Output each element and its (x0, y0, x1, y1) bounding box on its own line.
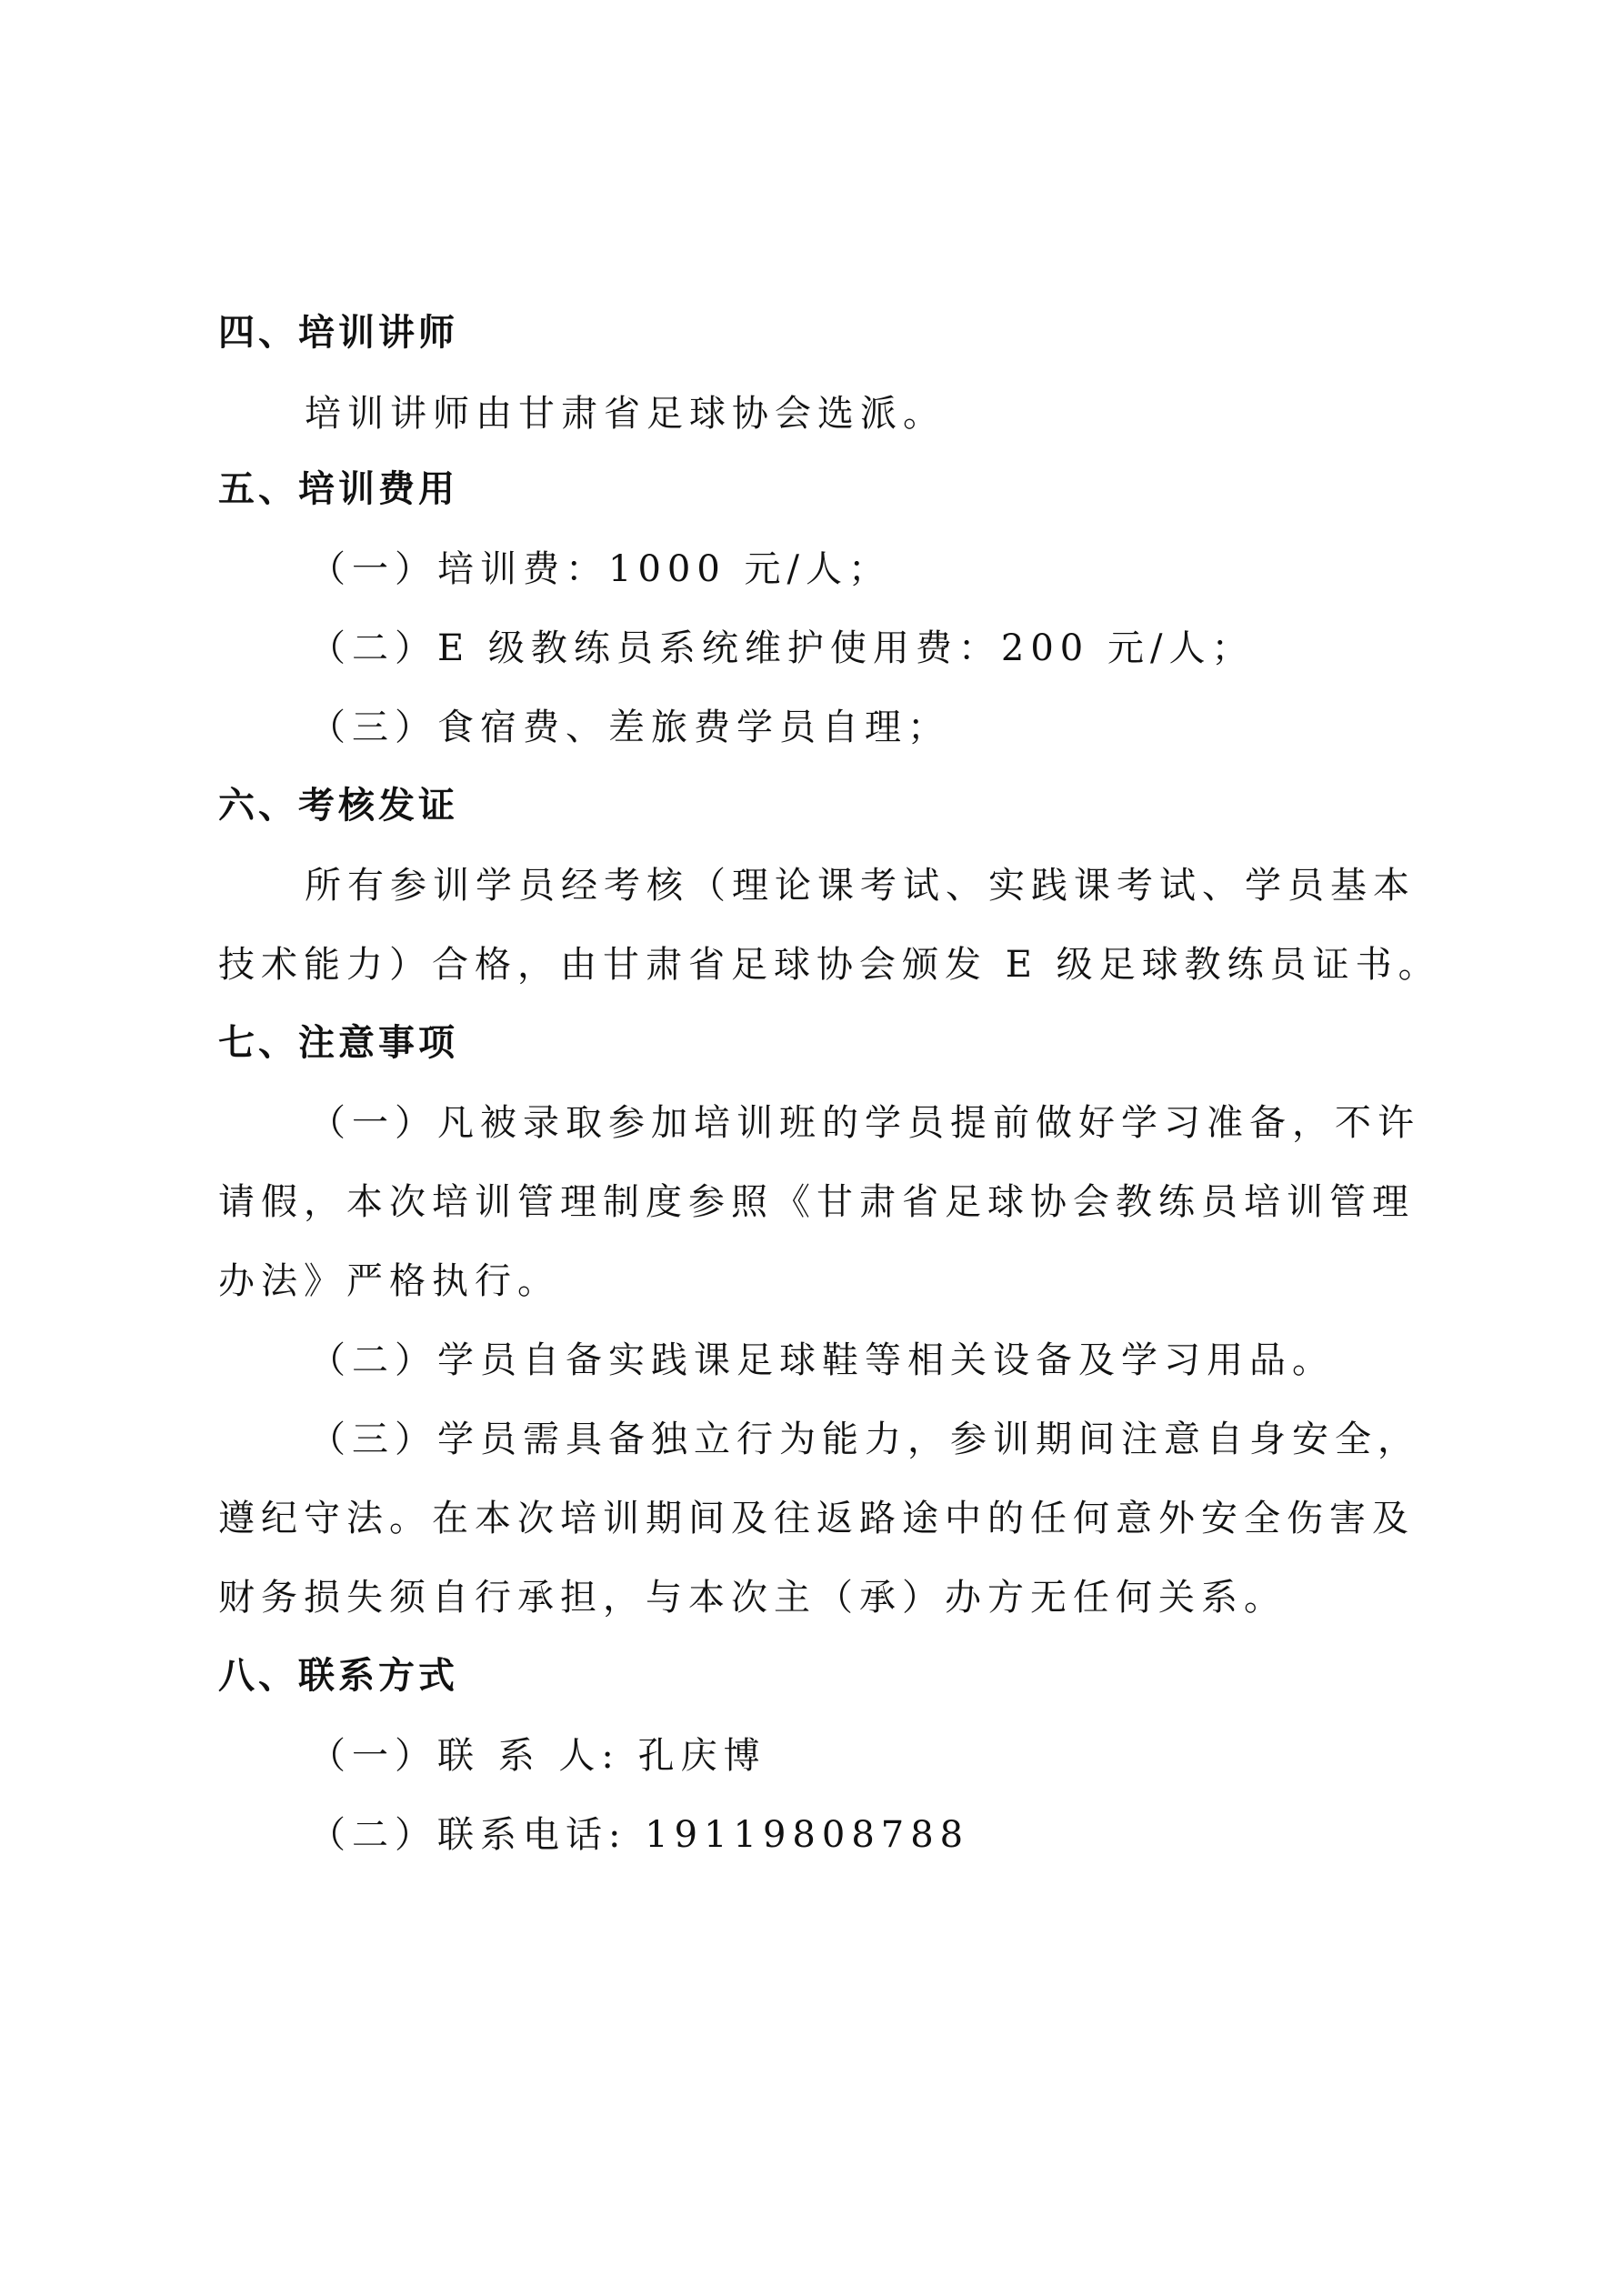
section-heading-fees: 五、培训费用 (218, 468, 458, 510)
section-heading-contact: 八、联系方式 (218, 1655, 458, 1697)
notes-text-line: 遵纪守法。在本次培训期间及往返路途中的任何意外安全伤害及 (218, 1498, 1415, 1539)
contact-person: （一）联 系 人: 孔庆博 (309, 1735, 766, 1777)
fee-item-training: （一）培训费：1000 元/人； (309, 548, 891, 590)
notes-text-line: 请假，本次培训管理制度参照《甘肃省足球协会教练员培训管理 (218, 1181, 1415, 1223)
notes-text-line: 办法》严格执行。 (218, 1260, 560, 1302)
fee-item-lodging: （三）食宿费、差旅费学员自理； (309, 707, 950, 748)
section-heading-instructors: 四、培训讲师 (218, 312, 458, 354)
certification-text-line: 所有参训学员经考核（理论课考试、实践课考试、学员基本 (305, 865, 1416, 907)
contact-phone: （二）联系电话: 19119808788 (309, 1814, 970, 1856)
notes-text-line: （一）凡被录取参加培训班的学员提前做好学习准备，不许 (309, 1102, 1420, 1144)
certification-text-line: 技术能力）合格，由甘肃省足球协会颁发 E 级足球教练员证书。 (218, 944, 1441, 986)
section-heading-notes: 七、注意事项 (218, 1022, 458, 1064)
fee-item-system: （二）E 级教练员系统维护使用费：200 元/人； (309, 627, 1255, 669)
notes-text-line: （三）学员需具备独立行为能力，参训期间注意自身安全， (309, 1419, 1420, 1460)
section-heading-certification: 六、考核发证 (218, 785, 458, 827)
notes-text-line: （二）学员自备实践课足球鞋等相关设备及学习用品。 (309, 1339, 1335, 1381)
instructors-text: 培训讲师由甘肃省足球协会选派。 (305, 393, 946, 435)
notes-text-line: 财务损失须自行承担，与本次主（承）办方无任何关系。 (218, 1577, 1287, 1619)
